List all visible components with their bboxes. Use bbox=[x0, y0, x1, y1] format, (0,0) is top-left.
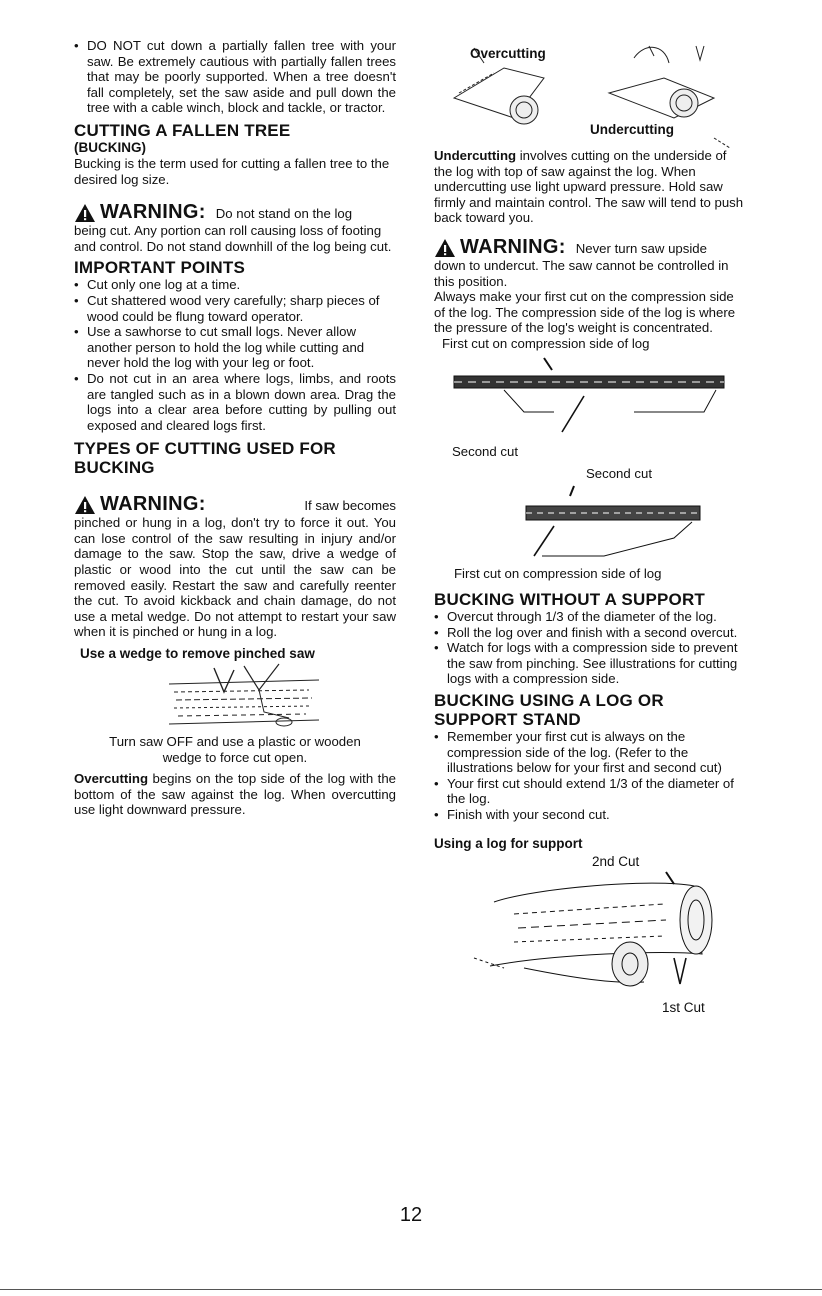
warning-stand-on-log bbox=[74, 201, 396, 223]
warning-text: down to undercut. The saw cannot be controlled in this position. bbox=[434, 257, 729, 289]
warning-lead: Do not stand on the log bbox=[215, 206, 353, 222]
heading-important-points: IMPORTANT POINTS bbox=[74, 258, 245, 278]
warning-text: pinched or hung in a log, don't try to force it out. You can lose control of the saw resulting in injury and/or damage to the saw. Stop the saw, drive a wedge of plastic or wood into the cut until the saw can be removed easily. Restart the saw and carefully reenter the cut. To avoid kickback and chain damage, do not use a metal wedge. Do not attempt to restart your saw when it is pinched or hung in a log. bbox=[74, 515, 396, 640]
list-item: • Finish with your second cut. bbox=[434, 807, 748, 823]
warning-triangle-icon bbox=[74, 495, 96, 515]
figure-caption: Second cut bbox=[452, 443, 518, 459]
overcutting-term: Overcutting bbox=[74, 771, 149, 787]
undercutting-paragraph bbox=[434, 148, 748, 226]
overcutting-figure-label: Overcutting bbox=[470, 46, 546, 61]
list-item: • Cut shattered wood very carefully; sharp pieces of wood could be flung toward operator. bbox=[74, 293, 396, 324]
list-item: • Watch for logs with a compression side to prevent the saw from pinching. See illustrations for cutting logs with a compression side. bbox=[434, 640, 748, 687]
list-item: • Roll the log over and finish with a second overcut. bbox=[434, 625, 748, 641]
support-log-figure bbox=[434, 852, 748, 1032]
list-item: • Use a sawhorse to cut small logs. Never allow another person to hold the log while cutting and never hold the log with your leg or foot. bbox=[74, 324, 396, 371]
figure-caption: First cut on compression side of log bbox=[442, 335, 650, 351]
intro-bullet: • DO NOT cut down a partially fallen tree with your saw. Be extremely cautious with partially fallen trees that may be poorly supported. When a tree doesn't fall completely, set the saw aside and pull down the tree with a cable winch, block and tackle, or tractor. bbox=[74, 38, 396, 116]
heading-cutting-fallen-tree: CUTTING A FALLEN TREE bbox=[74, 120, 291, 140]
warning-lead: If saw becomes bbox=[304, 498, 396, 514]
support-log-illustration bbox=[434, 858, 748, 1018]
warning-upside-down bbox=[434, 236, 748, 258]
without-support-list bbox=[434, 609, 748, 687]
undercutting-term: Undercutting bbox=[434, 148, 517, 163]
support-figure-title: Using a log for support bbox=[434, 836, 583, 852]
warning-lead: Never turn saw upside bbox=[575, 240, 707, 256]
over-under-figure bbox=[434, 38, 748, 148]
list-item: • Your first cut should extend 1/3 of the diameter of the log. bbox=[434, 776, 748, 807]
intro-list bbox=[74, 38, 396, 116]
first-cut-label: 1st Cut bbox=[662, 1000, 705, 1016]
warning-text: being cut. Any portion can roll causing loss of footing and control. Do not stand downhill of the log being cut. bbox=[74, 223, 392, 254]
compression-log-illustration bbox=[434, 482, 748, 562]
left-column bbox=[74, 38, 396, 818]
heading-bucking-without-support: BUCKING WITHOUT A SUPPORT bbox=[434, 589, 706, 609]
compression-figure-2 bbox=[434, 466, 748, 586]
warning-label: WARNING: bbox=[100, 493, 206, 516]
list-item: • Do not cut in an area where logs, limbs, and roots are tangled such as in a blown down area. Drag the logs into a clear area before cutting by pulling out exposed and cleared logs first. bbox=[74, 371, 396, 433]
warning-triangle-icon bbox=[434, 238, 456, 258]
undercutting-text: involves cutting on the underside of the log with top of saw against the log. When undercutting use light upward pressure. Hold saw firmly and maintain control. The saw will tend to push back toward you. bbox=[434, 148, 744, 226]
using-support-list bbox=[434, 729, 748, 823]
bottom-rule bbox=[0, 1289, 822, 1290]
overcutting-paragraph bbox=[74, 771, 396, 818]
wedge-figure-title: Use a wedge to remove pinched saw bbox=[80, 646, 315, 662]
wedge-figure-caption: Turn saw OFF and use a plastic or wooden wedge to force cut open. bbox=[109, 734, 361, 765]
undercutting-figure-label: Undercutting bbox=[590, 122, 674, 137]
list-item: • Remember your first cut is always on the compression side of the log. (Refer to the illustrations below for your first and second cut) bbox=[434, 729, 748, 776]
overcutting-text: begins on the top side of the log with the bottom of the saw against the log. When overcutting use light downward pressure. bbox=[74, 771, 397, 818]
list-item: • Cut only one log at a time. bbox=[74, 277, 396, 293]
figure-caption: Second cut bbox=[586, 465, 652, 481]
heading-bucking: (BUCKING) bbox=[74, 139, 146, 155]
heading-types-of-cutting: TYPES OF CUTTING USED FOR BUCKING bbox=[74, 439, 336, 478]
list-item: • Overcut through 1/3 of the diameter of the log. bbox=[434, 609, 748, 625]
figure-caption: First cut on compression side of log bbox=[454, 565, 662, 581]
warning-pinched-saw bbox=[74, 493, 396, 515]
compression-figure-1 bbox=[434, 336, 748, 466]
important-points-list bbox=[74, 277, 396, 433]
wedge-illustration bbox=[74, 662, 396, 734]
warning-label: WARNING: bbox=[460, 235, 566, 258]
bucking-definition: Bucking is the term used for cutting a fallen tree to the desired log size. bbox=[74, 155, 390, 187]
warning-triangle-icon bbox=[74, 203, 96, 223]
heading-bucking-using-log: BUCKING USING A LOG OR SUPPORT STAND bbox=[434, 690, 664, 729]
compression-paragraph: Always make your first cut on the compression side of the log. The compression side of the log is where the pressure of the log's weight is concentrated. bbox=[434, 289, 736, 336]
second-cut-label: 2nd Cut bbox=[592, 854, 640, 870]
warning-label: WARNING: bbox=[100, 201, 206, 224]
compression-log-illustration bbox=[434, 354, 748, 444]
page-number: 12 bbox=[399, 1204, 423, 1226]
right-column bbox=[434, 38, 748, 1032]
